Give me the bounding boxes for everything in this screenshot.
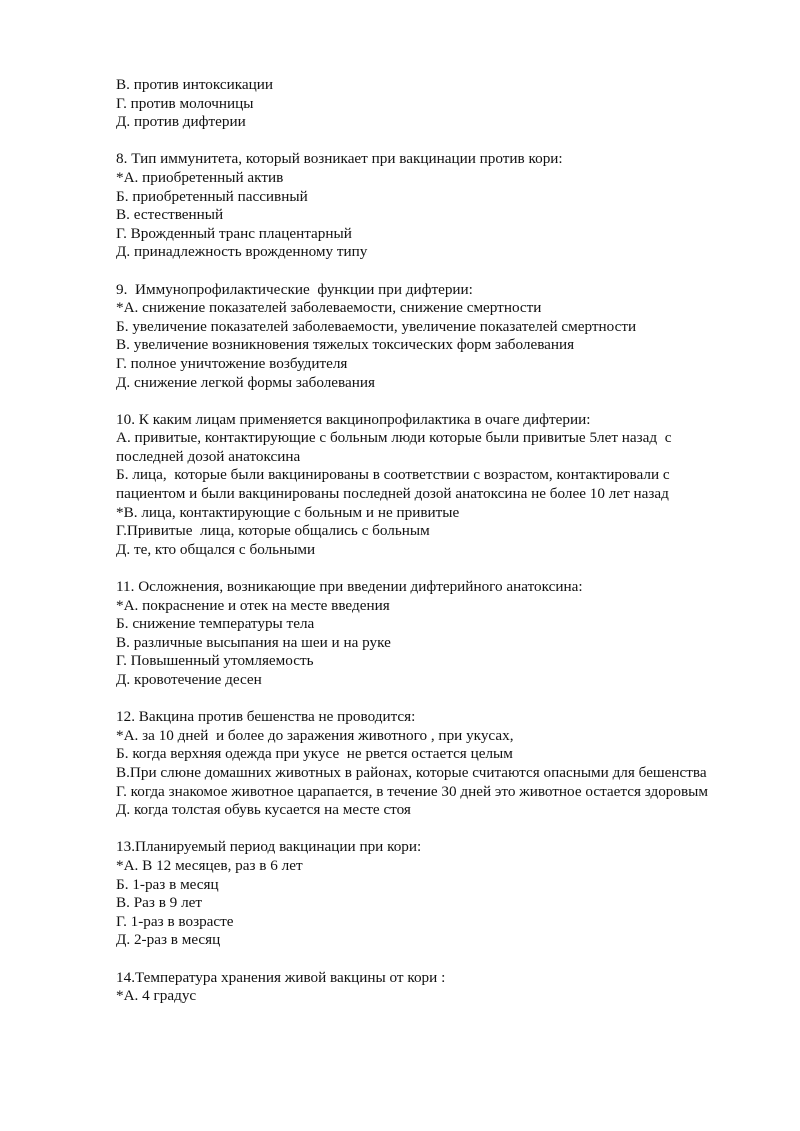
option-line: Д. снижение легкой формы заболевания (116, 373, 375, 391)
question-14 (116, 969, 716, 1006)
question-title: 9. Иммунопрофилактические функции при дифтерии: (116, 280, 473, 298)
option-line: Д. против дифтерии (116, 113, 246, 131)
option-line: Б. когда верхняя одежда при укусе не рвется остается целым (116, 745, 513, 763)
option-line: Г. Врожденный транс плацентарный (116, 224, 352, 242)
question-11 (116, 578, 716, 690)
question-13 (116, 838, 716, 950)
option-line: В. увеличение возникновения тяжелых токсических форм заболевания (116, 336, 575, 354)
option-line: Б. приобретенный пассивный (116, 187, 308, 205)
question-title: 14.Температура хранения живой вакцины от кори : (116, 968, 446, 986)
option-line: Б. лица, которые были вакцинированы в соответствии с возрастом, контактировали с пациентом и были вакцинированы последней дозой анатоксина не более 10 лет назад (116, 466, 674, 503)
option-line: *В. лица, контактирующие с больным и не привитые (116, 503, 460, 521)
question-title: 10. К каким лицам применяется вакцинопрофилактика в очаге дифтерии: (116, 410, 591, 428)
option-line: *А. В 12 месяцев, раз в 6 лет (116, 856, 303, 874)
option-line: Г. против молочницы (116, 94, 254, 112)
option-line: Г. когда знакомое животное царапается, в течение 30 дней это животное остается здоровым (116, 782, 708, 800)
option-line: В. различные высыпания на шеи и на руке (116, 633, 391, 651)
option-line: Г. Повышенный утомляемость (116, 652, 314, 670)
option-line: Б. снижение температуры тела (116, 615, 315, 633)
option-line: Д. кровотечение десен (116, 671, 262, 688)
question-title: 13.Планируемый период вакцинации при кори: (116, 838, 422, 856)
option-line: *А. 4 градус (116, 987, 197, 1005)
question-10 (116, 411, 716, 560)
option-line: Д. 2-раз в месяц (116, 931, 221, 949)
option-line: Г. полное уничтожение возбудителя (116, 354, 348, 372)
option-line: *А. приобретенный актив (116, 168, 284, 186)
option-line: В. Раз в 9 лет (116, 894, 203, 912)
question-title: 8. Тип иммунитета, который возникает при вакцинации против кори: (116, 150, 563, 168)
option-line: Д. те, кто общался с больными (116, 540, 316, 558)
option-line: Б. 1-раз в месяц (116, 875, 219, 893)
option-line: В. естественный (116, 206, 224, 224)
option-line: Г. 1-раз в возрасте (116, 912, 234, 930)
option-line: *А. покраснение и отек на месте введения (116, 596, 390, 614)
option-line: В.При слюне домашних животных в районах, которые считаются опасными для бешенства (116, 763, 707, 781)
question-8 (116, 150, 716, 262)
document-page (116, 76, 716, 1024)
option-line: Г.Привитые лица, которые общались с больным (116, 522, 430, 540)
option-line: В. против интоксикации (116, 76, 273, 93)
option-line: *А. снижение показателей заболеваемости, снижение смертности (116, 299, 542, 317)
option-line: А. привитые, контактирующие с больным люди которые были привитые 5лет назад с последней дозой анатоксина (116, 429, 676, 465)
option-line: Д. когда толстая обувь кусается на месте стоя (116, 801, 411, 819)
question-title: 11. Осложнения, возникающие при введении дифтерийного анатоксина: (116, 578, 583, 596)
option-line: Д. принадлежность врожденному типу (116, 243, 368, 261)
question-12 (116, 708, 716, 820)
question-9 (116, 281, 716, 393)
option-line: Б. увеличение показателей заболеваемости, увеличение показателей смертности (116, 317, 637, 335)
intro-options (116, 76, 716, 132)
question-title: 12. Вакцина против бешенства не проводится: (116, 708, 416, 726)
option-line: *А. за 10 дней и более до заражения животного , при укусах, (116, 726, 514, 744)
